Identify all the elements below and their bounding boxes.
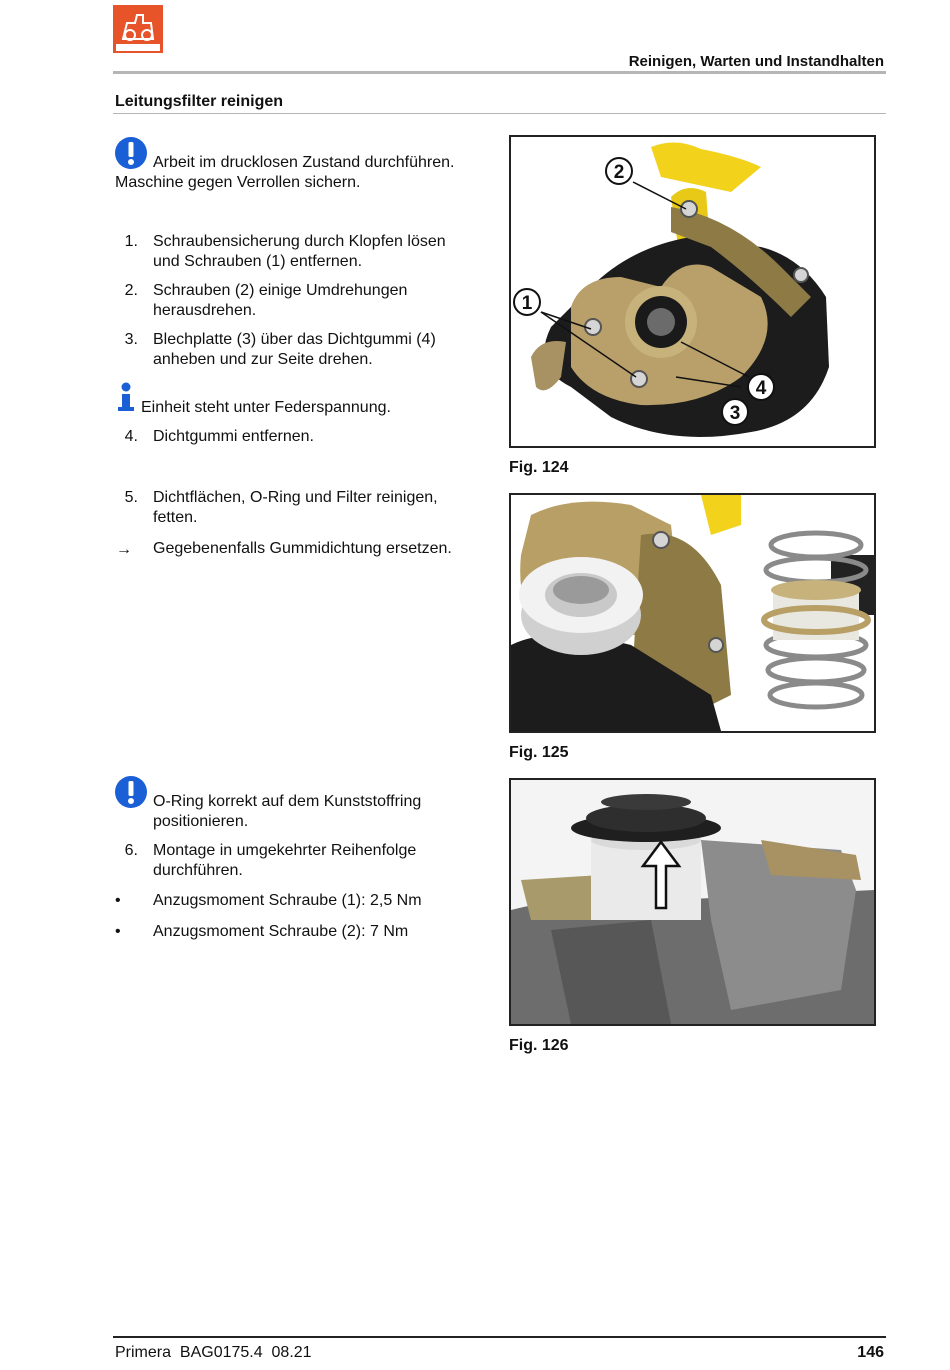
step-text: Blechplatte (3) über das Dichtgummi (4) — [153, 331, 436, 348]
figure-125-image — [509, 493, 876, 733]
step-text: fetten. — [153, 509, 198, 526]
figure-label: Fig. 124 — [509, 459, 569, 476]
step-number: 3. — [124, 331, 138, 348]
step-text: durchführen. — [153, 862, 243, 879]
bullet-icon: • — [115, 923, 121, 940]
callout-label: 2 — [613, 162, 625, 183]
result-arrow-icon: → — [116, 541, 132, 558]
step-number: 1. — [124, 233, 138, 250]
header-title: Reinigen, Warten und Instandhalten — [628, 53, 884, 70]
figure-label: Fig. 125 — [509, 744, 569, 761]
bullet-icon: • — [115, 892, 121, 909]
footer-rule — [113, 1336, 886, 1338]
callout-label: 4 — [755, 378, 767, 399]
bullet-text: Anzugsmoment Schraube (2): 7 Nm — [153, 923, 409, 940]
step-number: 4. — [124, 428, 138, 445]
callout-label: 1 — [521, 293, 533, 314]
bullet-text: Anzugsmoment Schraube (1): 2,5 Nm — [153, 892, 422, 909]
step-text: herausdrehen. — [153, 302, 257, 319]
page-number: 146 — [857, 1344, 884, 1361]
step-number: 6. — [124, 842, 138, 859]
step-text: Schrauben (2) einige Umdrehungen — [153, 282, 408, 299]
step-text: anheben und zur Seite drehen. — [153, 351, 373, 368]
figure-label: Fig. 126 — [509, 1037, 569, 1054]
section-rule — [113, 113, 886, 114]
callout-label: 3 — [729, 403, 741, 424]
result-text: Gegebenenfalls Gummidichtung ersetzen. — [153, 540, 452, 557]
info-icon — [117, 382, 135, 412]
info-text: Einheit steht unter Federspannung. — [141, 399, 391, 416]
warning-line-1: O-Ring korrekt auf dem Kunststoffring — [153, 793, 422, 810]
step-text: Montage in umgekehrter Reihenfolge — [153, 842, 417, 859]
footer-doc-info: Primera BAG0175.4 08.21 — [115, 1344, 312, 1361]
section-title: Leitungsfilter reinigen — [115, 93, 284, 110]
header-rule — [113, 71, 886, 74]
step-number: 5. — [124, 489, 138, 506]
figure-126-image — [509, 778, 876, 1026]
step-text: Schraubensicherung durch Klopfen lösen — [153, 233, 446, 250]
warning-icon — [114, 136, 148, 170]
warning-icon — [114, 775, 148, 809]
warning-line-2: positionieren. — [153, 813, 249, 830]
figure-124-image — [509, 135, 876, 448]
step-text: und Schrauben (1) entfernen. — [153, 253, 363, 270]
warning-line-2: Maschine gegen Verrollen sichern. — [115, 174, 361, 191]
amazone-logo — [113, 5, 163, 53]
step-number: 2. — [124, 282, 138, 299]
step-text: Dichtgummi entfernen. — [153, 428, 314, 445]
step-text: Dichtflächen, O-Ring und Filter reinigen, — [153, 489, 438, 506]
warning-line-1: Arbeit im drucklosen Zustand durchführen. — [153, 154, 455, 171]
